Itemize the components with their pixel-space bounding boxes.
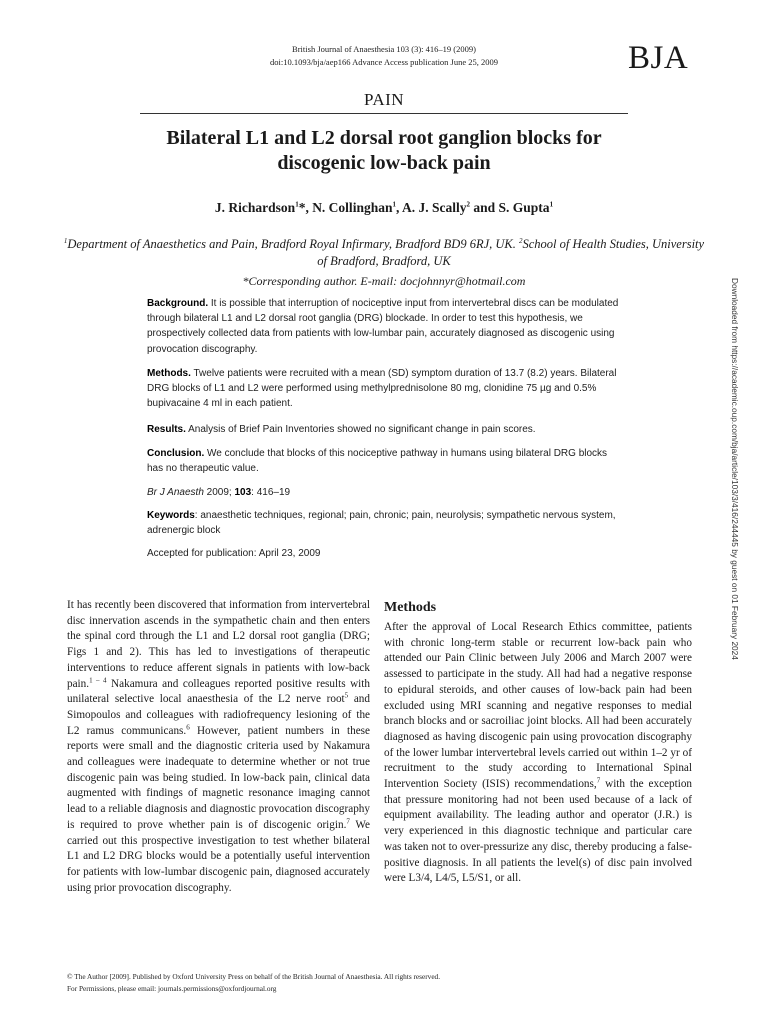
abstract-label: Methods. xyxy=(147,368,191,379)
citation-ref[interactable]: 7 xyxy=(346,817,350,826)
author-list xyxy=(0,200,768,216)
abstract-conclusion xyxy=(147,446,620,476)
author-4: S. Gupta xyxy=(498,200,550,215)
abstract-text: It is possible that interruption of nociceptive input from intervertebral discs can be modulated through bilateral L1 and L2 dorsal root ganglia (DRG) blockade. In order to test this hypothesis, we prospectively collected data from patients with low-lumbar pain, accurately diagnosed as discogenic using provocation discography. xyxy=(147,298,619,355)
abstract-keywords xyxy=(147,508,620,538)
citation-ref[interactable]: 7 xyxy=(596,776,601,785)
methods-heading: Methods xyxy=(384,600,437,615)
citation-journal: Br J Anaesth xyxy=(147,487,204,498)
keywords-label: Keywords xyxy=(147,510,195,521)
doi-line: doi:10.1093/bja/aep166 Advance Access publication June 25, 2009 xyxy=(269,57,499,67)
citation-ref[interactable]: 5 xyxy=(344,691,349,700)
author-3: A. J. Scally xyxy=(401,200,467,215)
affiliations xyxy=(60,236,708,270)
accepted-date: Accepted for publication: April 23, 2009 xyxy=(147,548,321,559)
abstract-text: Twelve patients were recruited with a mean (SD) symptom duration of 13.7 (8.2) years. Bilateral DRG blocks of L1 and L2 were performed using methylprednisolone 80 mg, clonidine 75 µg and 0.5% bupivacaine 4 ml in each patient. xyxy=(147,368,617,410)
title-line-1: Bilateral L1 and L2 dorsal root ganglion blocks for xyxy=(166,127,602,149)
intro-column xyxy=(67,598,370,896)
citation-ref[interactable]: 1 – 4 xyxy=(89,675,107,684)
keywords-text: : anaesthetic techniques, regional; pain, chronic; pain, neurolysis; sympathetic nervous system, adrenergic block xyxy=(147,510,616,537)
permissions-line: For Permissions, please email: journals.permissions@oxfordjournal.org xyxy=(67,984,277,993)
citation-pages: : 416–19 xyxy=(251,487,291,498)
intro-paragraph: It has recently been discovered that information from intervertebral disc innervation ascends in the sympathetic chain and then enters the spinal cord through the L1 and L2 dorsal root ganglia (DRG; Figs 1 and 2). This has led to investigations of therapeutic interventions to reduce afferent signals in patients with low-back pain.$^{1 - 4}$ Nakamura and colleagues reported positive results with unilateral selective local anaesthesia of the L2 nerve root$^5$ and Simopoulos and colleagues with radiofrequency lesioning of the L2 ramus communicans.$^6$ However, patient numbers in these reports were small and the diagnostic criteria used by Nakamura and colleagues were inadequate to determine whether or not true discogenic pain was being studied. In low-back pain, clinical data augmented with findings of magnetic resonance imaging cannot lead to a reliable diagnosis and diagnostic provocation discography is required to prove whether pain is of discogenic origin.$^7$ We carried out this prospective investigation to test whether bilateral L1 and L2 DRG blocks would be a potentially useful intervention for patients with low-lumbar discogenic pain, diagnosed accurately using prior provocation discography. xyxy=(67,599,371,894)
abstract-label: Results. xyxy=(147,424,186,435)
abstract-results xyxy=(147,422,620,437)
affiliation-2: School of Health Studies, University of Bradford, Bradford, UK xyxy=(317,237,705,268)
author-2-affil: 1 xyxy=(392,200,396,209)
download-sidebar xyxy=(730,278,747,978)
journal-citation: British Journal of Anaesthesia 103 (3): 416–19 (2009) xyxy=(292,44,476,54)
methods-column xyxy=(384,599,692,887)
section-label: PAIN xyxy=(363,90,405,109)
citation-ref[interactable]: 6 xyxy=(186,722,190,731)
abstract-text: Analysis of Brief Pain Inventories showed no significant change in pain scores. xyxy=(188,424,536,435)
copyright-footer xyxy=(67,971,440,995)
section-divider xyxy=(140,113,628,114)
affiliation-1: Department of Anaesthetics and Pain, Bradford Royal Infirmary, Bradford BD9 6RJ, UK. xyxy=(67,237,516,251)
download-notice[interactable]: Downloaded from https://academic.oup.com/bja/article/103/3/416/244445 by guest on 01 February 2024 xyxy=(730,278,740,660)
abstract-methods xyxy=(147,366,620,412)
methods-paragraph: After the approval of Local Research Ethics committee, patients with chronic long-term stable or recurrent low-back pain who attended our Pain Clinic between July 2006 and March 2007 were assessed to participate in the study. All had had a negative response to epidural steroids, and other causes of low-back pain had been excluded using MRI scanning and negative responses to medial branch blocks and or sacroiliac joint blocks. All had been accurately diagnosed as having discogenic pain using provocation discography of the lower lumbar intervertebral levels carried out within 1–2 yr of recruitment to the study according to International Spinal Intervention Society (ISIS) recommendations,$^7$ with the exception that pressure monitoring had not been used because of a lack of equipment availability. The leading author and operator (J.R.) is very experienced in this diagnostic technique and particular care was taken not to over-pressurize any disc, thereby producing a false-positive diagnosis. In all patients the level(s) of disc pain involved were L3/4, L4/5, L5/S1, or all. xyxy=(384,621,693,885)
article-title xyxy=(60,126,708,176)
abstract-background xyxy=(147,296,620,357)
author-sep: and xyxy=(470,200,499,215)
author-3-affil: 2 xyxy=(466,200,470,209)
author-4-affil: 1 xyxy=(549,200,554,209)
abstract-citation xyxy=(147,485,620,500)
author-2: N. Collinghan xyxy=(312,200,393,215)
corresponding-author: *Corresponding author. E-mail: docjohnnyr@hotmail.com xyxy=(242,274,526,288)
abstract-text: We conclude that blocks of this nociceptive pathway in humans using bilateral DRG blocks has no therapeutic value. xyxy=(147,448,608,475)
author-1: J. Richardson xyxy=(214,200,296,215)
copyright-line: © The Author [2009]. Published by Oxford University Press on behalf of the British Journal of Anaesthesia. All rights reserved. xyxy=(67,972,441,981)
citation-volume: 103 xyxy=(234,487,252,498)
abstract-label: Conclusion. xyxy=(147,448,205,459)
author-sep: , xyxy=(395,200,402,215)
citation-year: 2009; xyxy=(206,487,232,498)
title-line-2: discogenic low-back pain xyxy=(277,152,491,174)
author-1-star: *, xyxy=(298,200,313,215)
affil-marker: 2 xyxy=(519,236,523,245)
affil-marker: 1 xyxy=(63,236,68,245)
journal-logo: BJA xyxy=(628,40,689,76)
abstract-label: Background. xyxy=(147,298,209,309)
author-1-affil: 1 xyxy=(295,200,299,209)
